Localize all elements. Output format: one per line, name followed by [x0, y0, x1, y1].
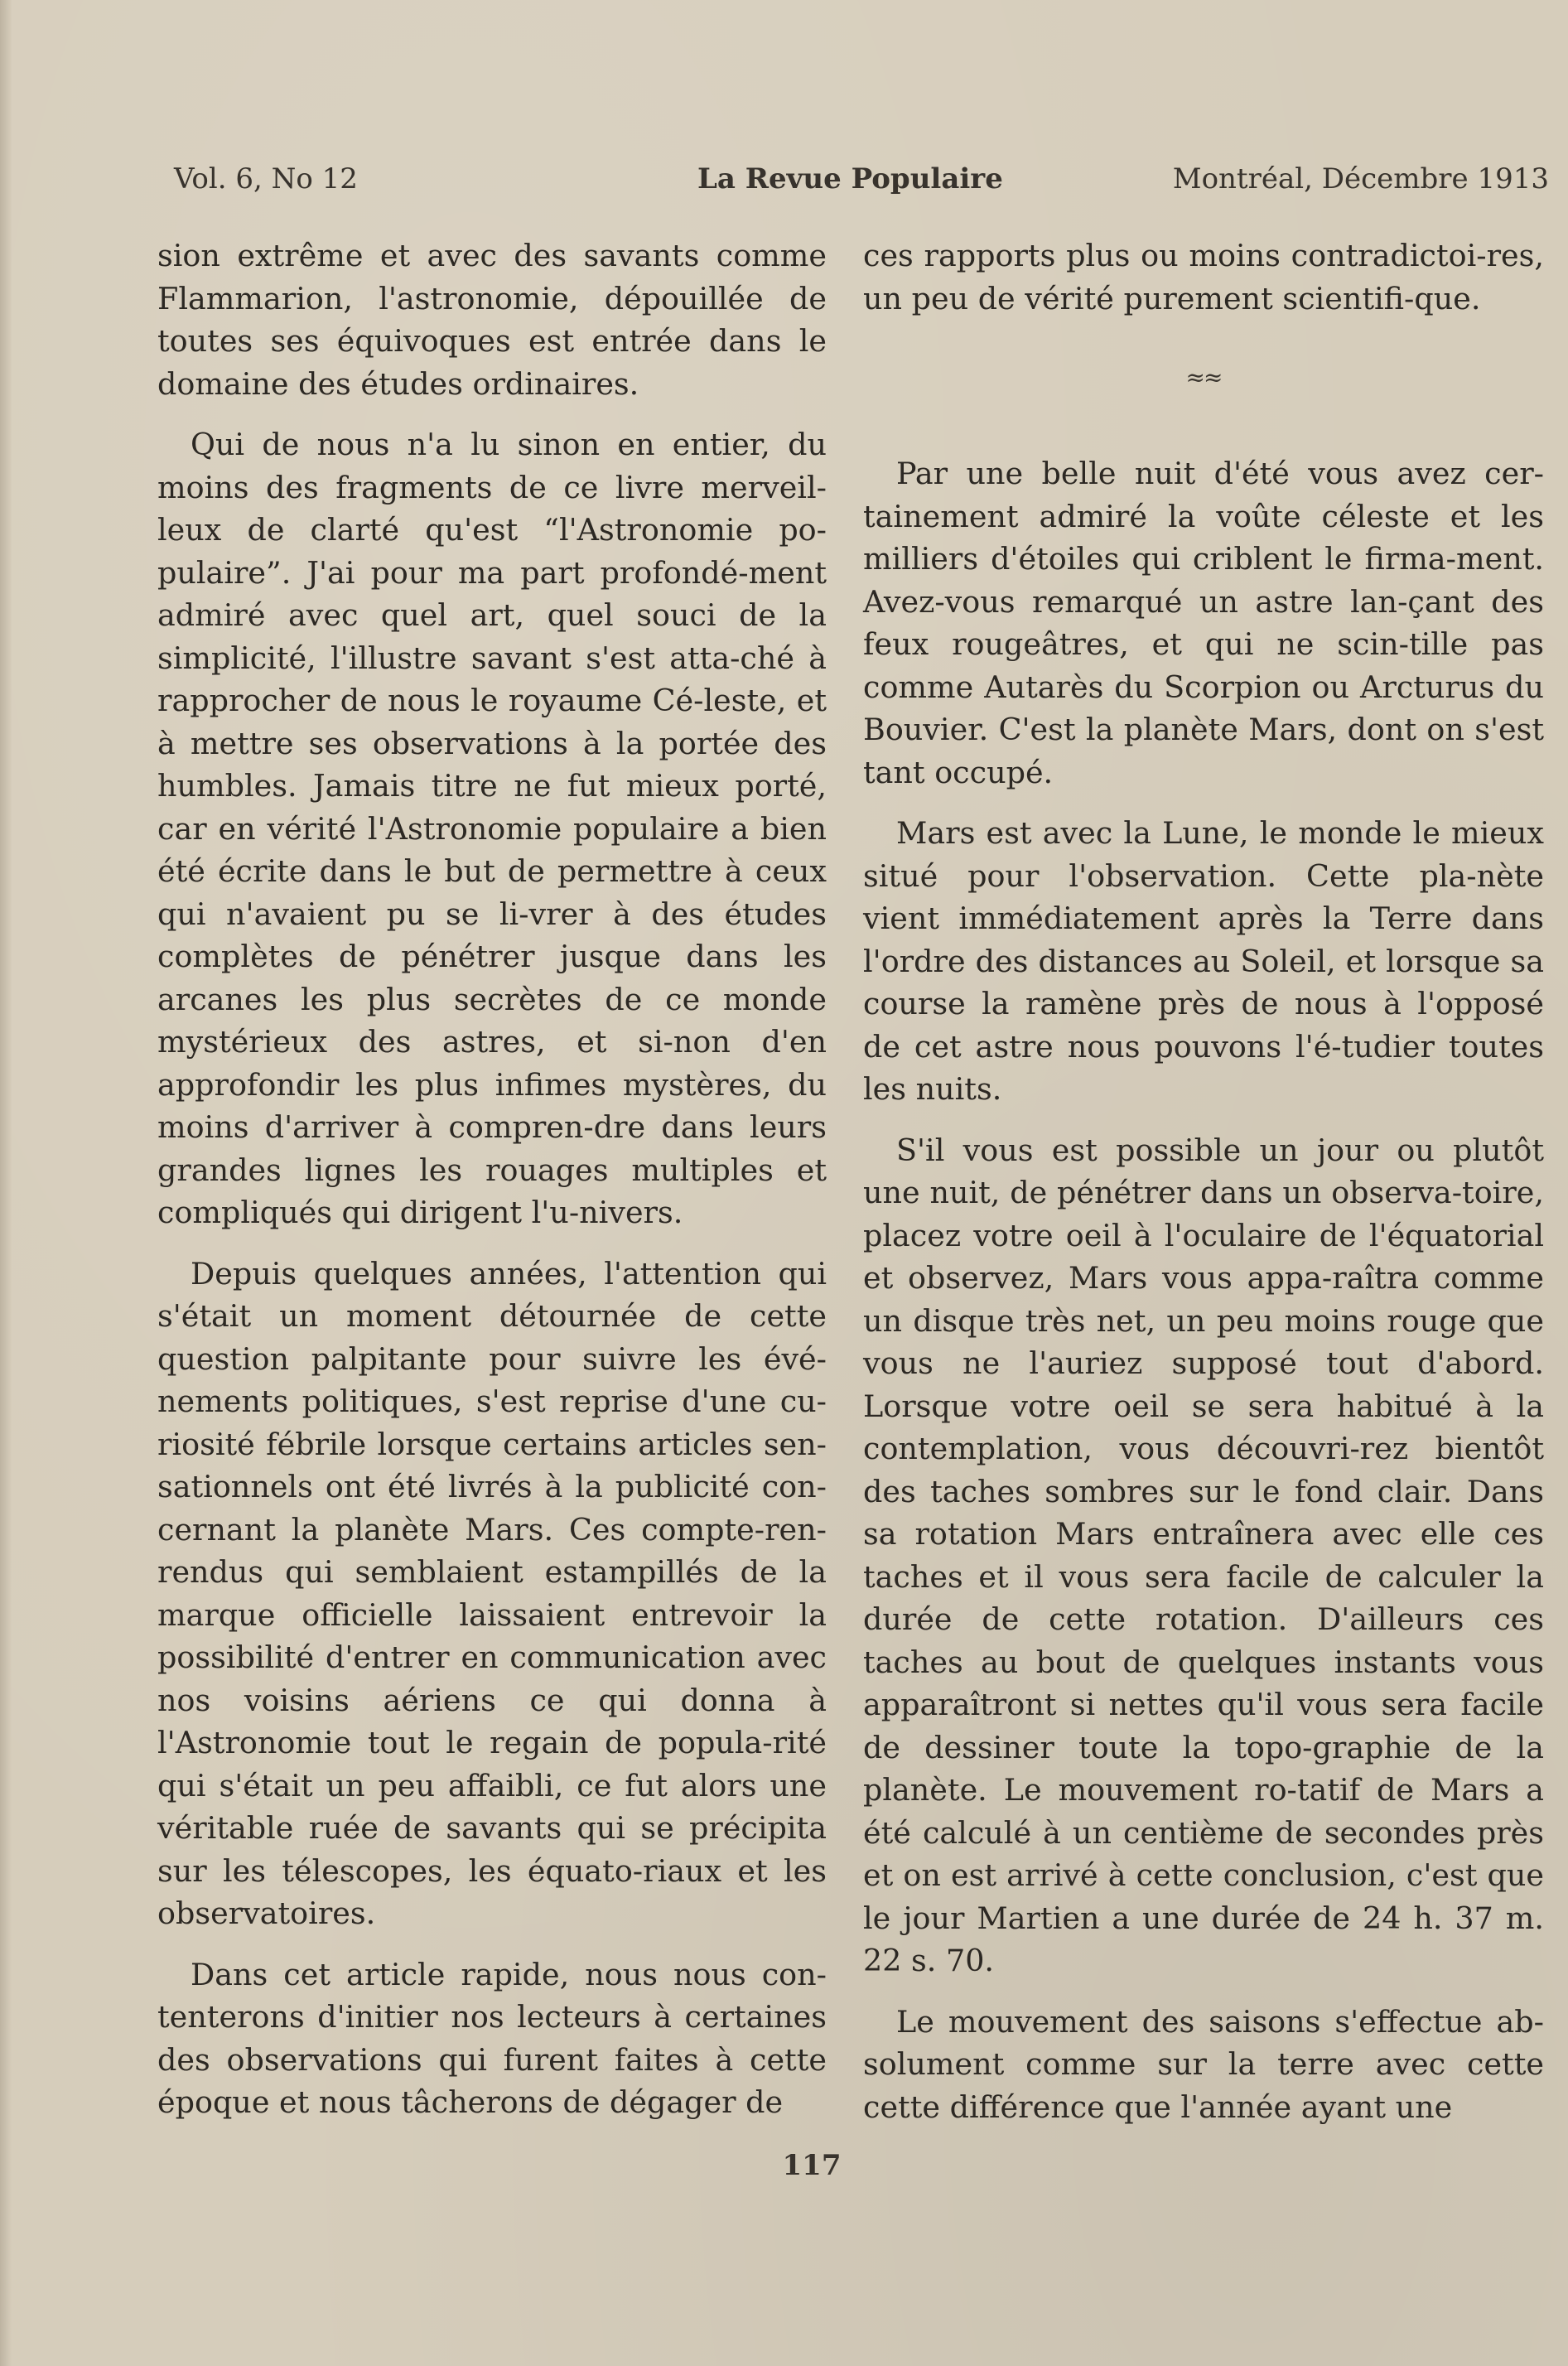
header-date: Montréal, Décembre 1913	[1172, 162, 1549, 196]
paragraph: S'il vous est possible un jour ou plutôt une nuit, de pénétrer dans un observa-toire, placez votre oeil à l'oculaire de l'équatorial et observez, Mars vous appa-raîtra comme un disque très net, un peu moins rouge que vous ne l'auriez supposé tout d'abord. Lorsque votre oeil se sera habitué à la contemplation, vous découvri-rez bientôt des taches sombres sur le fond clair. Dans sa rotation Mars entraînera avec elle ces taches et il vous sera facile de calculer la durée de cette rotation. D'ailleurs ces taches au bout de quelques instants vous apparaîtront si nettes qu'il vous sera facile de dessiner toute la topo-graphie de la planète. Le mouvement ro-tatif de Mars a été calculé à un centième de secondes près et on est arrivé à cette conclusion, c'est que le jour Martien a une durée de 24 h. 37 m. 22 s. 70.	[863, 1132, 1544, 1978]
page-edge	[0, 0, 12, 2366]
header-volume: Vol. 6, No 12	[174, 162, 358, 196]
paragraph: Le mouvement des saisons s'effectue ab-solument comme sur la terre avec cette cette différence que l'année ayant une	[863, 2003, 1544, 2125]
paragraph: ces rapports plus ou moins contradictoi-res, un peu de vérité purement scientifi-que.	[863, 238, 1544, 316]
header-title: La Revue Populaire	[697, 162, 1003, 196]
paragraph: sion extrême et avec des savants comme Flammarion, l'astronomie, dépouillée de toutes ses équivoques est entrée dans le domaine des études ordinaires.	[157, 238, 827, 402]
paragraph: Depuis quelques années, l'attention qui s'était un moment détournée de cette question palpitante pour suivre les évé-nements politiques, s'est reprise d'une cu-riosité fébrile lorsque certains articles sen-sationnels ont été livrés à la publicité con-cernant la planète Mars. Ces compte-ren-rendus qui semblaient estampillés de la marque officielle laissaient entrevoir la possibilité d'entrer en communication avec nos voisins aériens ce qui donna à l'Astronomie tout le regain de popula-rité qui s'était un peu affaibli, ce fut alors une véritable ruée de savants qui se précipita sur les télescopes, les équato-riaux et les observatoires.	[157, 1255, 827, 1931]
section-divider: ≈≈	[1185, 364, 1222, 391]
paragraph: Dans cet article rapide, nous nous con-tenterons d'initier nos lecteurs à certaines des observations qui furent faites à cette époque et nous tâcherons de dégager de	[157, 1956, 827, 2120]
paragraph: Mars est avec la Lune, le monde le mieux situé pour l'observation. Cette pla-nète vient immédiatement après la Terre dans l'ordre des distances au Soleil, et lorsque sa course la ramène près de nous à l'opposé de cet astre nous pouvons l'é-tudier toutes les nuits.	[863, 815, 1544, 1107]
page-number: 117	[782, 2149, 842, 2182]
left-column	[157, 234, 827, 2142]
paragraph: Par une belle nuit d'été vous avez cer-tainement admiré la voûte céleste et les milliers d'étoiles qui criblent le firma-ment. Avez-vous remarqué un astre lan-çant des feux rougeâtres, et qui ne scin-tille pas comme Autarès du Scorpion ou Arcturus du Bouvier. C'est la planète Mars, dont on s'est tant occupé.	[863, 456, 1544, 790]
page-header	[174, 162, 1549, 204]
paragraph: Qui de nous n'a lu sinon en entier, du moins des fragments de ce livre merveil-leux de clarté qu'est “l'Astronomie po-pulaire”. J'ai pour ma part profondé-ment admiré avec quel art, quel souci de la simplicité, l'illustre savant s'est atta-ché à rapprocher de nous le royaume Cé-leste, et à mettre ses observations à la portée des humbles. Jamais titre ne fut mieux porté, car en vérité l'Astronomie populaire a bien été écrite dans le but de permettre à ceux qui n'avaient pu se li-vrer à des études complètes de pénétrer jusque dans les arcanes les plus secrètes de ce monde mystérieux des astres, et si-non d'en approfondir les plus infimes mystères, du moins d'arriver à compren-dre dans leurs grandes lignes les rouages multiples et compliqués qui dirigent l'u-nivers.	[157, 427, 827, 1230]
right-column	[863, 234, 1544, 2146]
